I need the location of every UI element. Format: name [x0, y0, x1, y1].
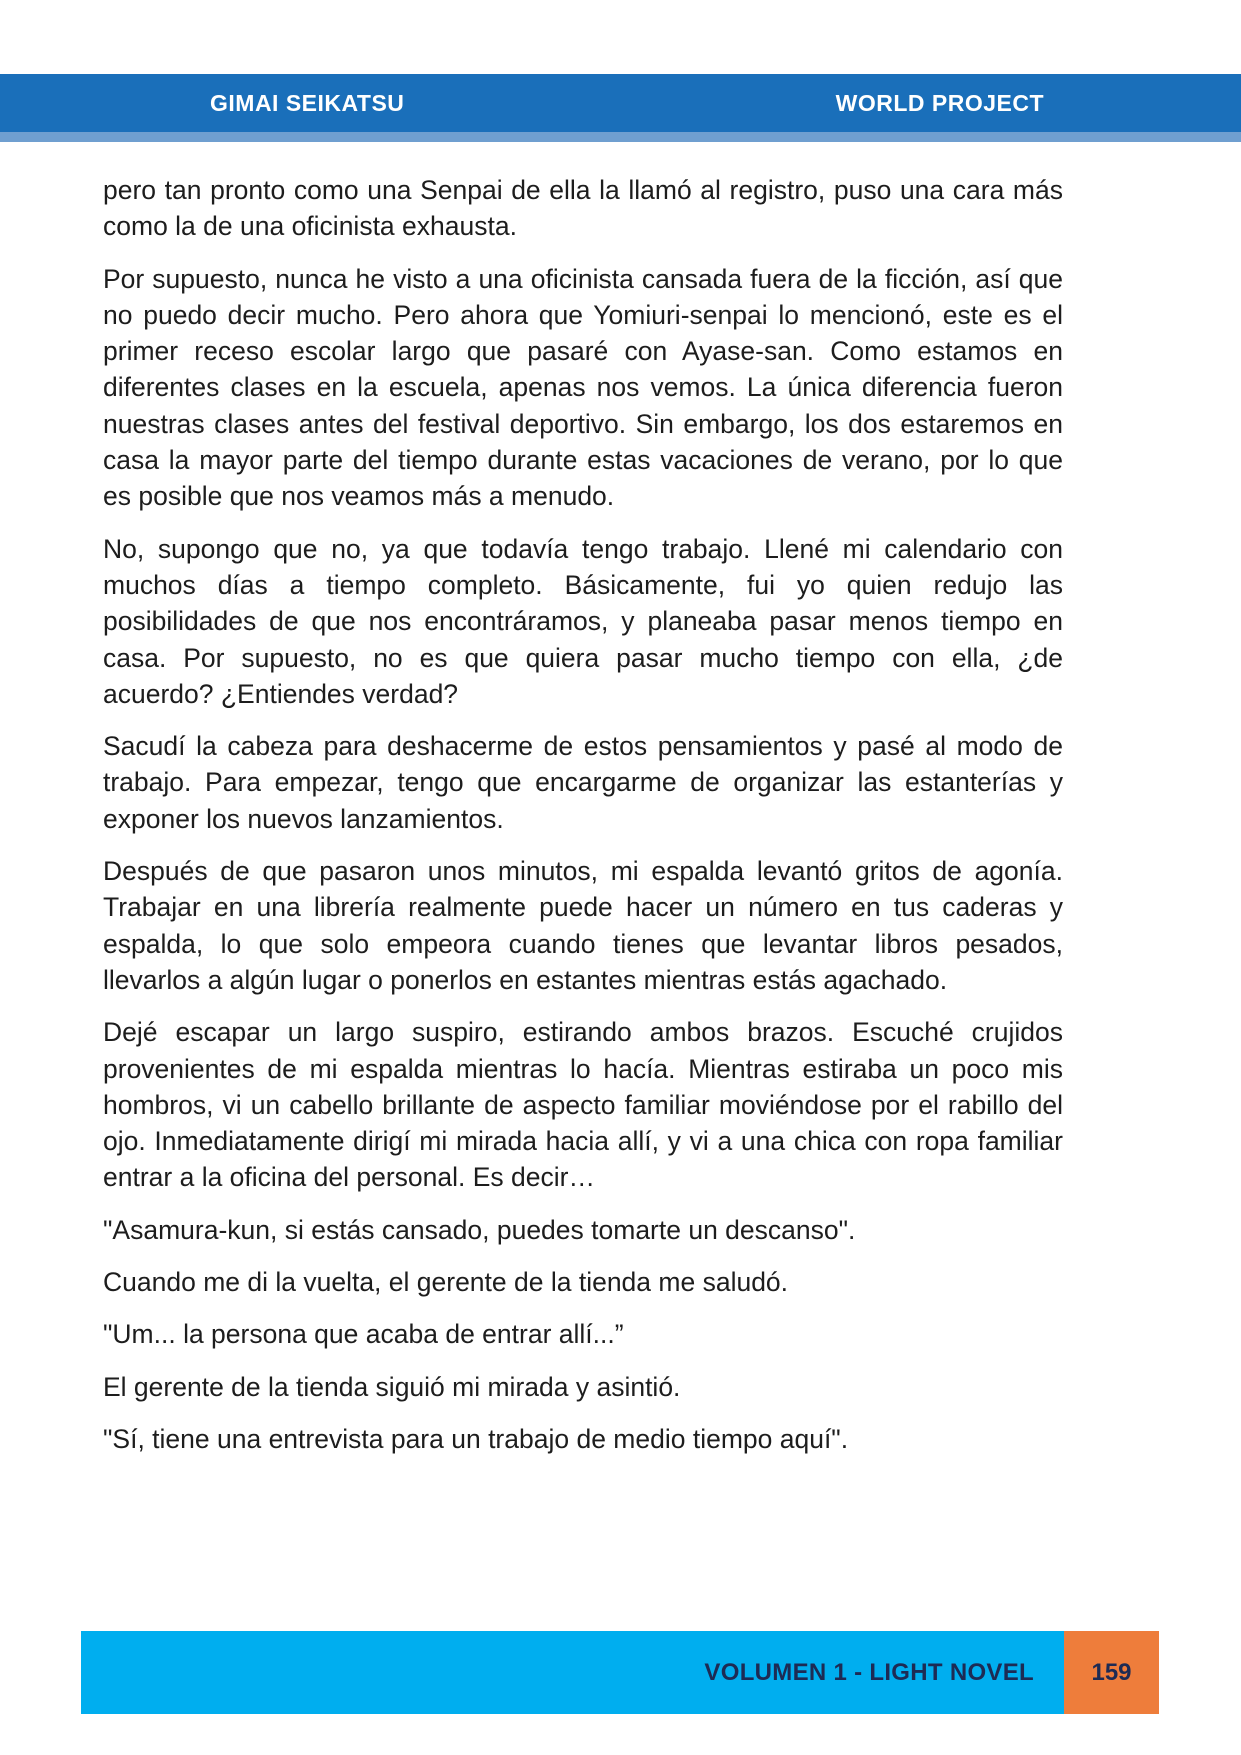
footer-bar — [81, 1631, 1064, 1714]
paragraph: Sacudí la cabeza para deshacerme de estos pensamientos y pasé al modo de trabajo. Para empezar, tengo que encargarme de organizar las estanterías y exponer los nuevos lanzamientos. — [103, 731, 1063, 834]
footer-volume-label: VOLUMEN 1 - LIGHT NOVEL — [704, 1659, 1034, 1686]
paragraph: "Sí, tiene una entrevista para un trabajo de medio tiempo aquí". — [103, 1423, 849, 1454]
paragraph: pero tan pronto como una Senpai de ella la llamó al registro, puso una cara más como la de una oficinista exhausta. — [103, 175, 1063, 242]
paragraph: Por supuesto, nunca he visto a una oficinista cansada fuera de la ficción, así que no puedo decir mucho. Pero ahora que Yomiuri-senpai lo mencionó, este es el primer receso escolar largo que pasaré con Ayase-san. Como estamos en diferentes clases en la escuela, apenas nos vemos. La única diferencia fueron nuestras clases antes del festival deportivo. Sin embargo, los dos estaremos en casa la mayor parte del tiempo durante estas vacaciones de verano, por lo que es posible que nos veamos más a menudo. — [103, 263, 1063, 512]
paragraph: No, supongo que no, ya que todavía tengo trabajo. Llené mi calendario con muchos días a tiempo completo. Básicamente, fui yo quien redujo las posibilidades de que nos encontráramos, y planeaba pasar menos tiempo en casa. Por supuesto, no es que quiera pasar mucho tiempo con ella, ¿de acuerdo? ¿Entiendes verdad? — [103, 533, 1063, 709]
paragraph: Después de que pasaron unos minutos, mi espalda levantó gritos de agonía. Trabajar en una librería realmente puede hacer un número en tus caderas y espalda, lo que solo empeora cuando tienes que levantar libros pesados, llevarlos a algún lugar o ponerlos en estantes mientras estás agachado. — [103, 856, 1063, 995]
header-series-title: GIMAI SEIKATSU — [210, 90, 405, 116]
paragraph: Dejé escapar un largo suspiro, estirando ambos brazos. Escuché crujidos provenientes de mi espalda mientras lo hacía. Mientras estiraba un poco mis hombros, vi un cabello brillante de aspecto familiar moviéndose por el rabillo del ojo. Inmediatamente dirigí mi mirada hacia allí, y vi a una chica con ropa familiar entrar a la oficina del personal. Es decir… — [103, 1017, 1063, 1193]
paragraph: El gerente de la tienda siguió mi mirada y asintió. — [103, 1371, 681, 1402]
header-group-title: WORLD PROJECT — [835, 90, 1044, 116]
page-number: 159 — [1064, 1631, 1159, 1714]
paragraph: Cuando me di la vuelta, el gerente de la tienda me saludó. — [103, 1267, 789, 1298]
paragraph: "Asamura-kun, si estás cansado, puedes tomarte un descanso". — [103, 1214, 856, 1245]
paragraph: "Um... la persona que acaba de entrar allí...” — [103, 1319, 624, 1350]
header-bar — [0, 74, 1241, 132]
page-body — [103, 172, 1063, 1473]
header-underline — [0, 132, 1241, 142]
